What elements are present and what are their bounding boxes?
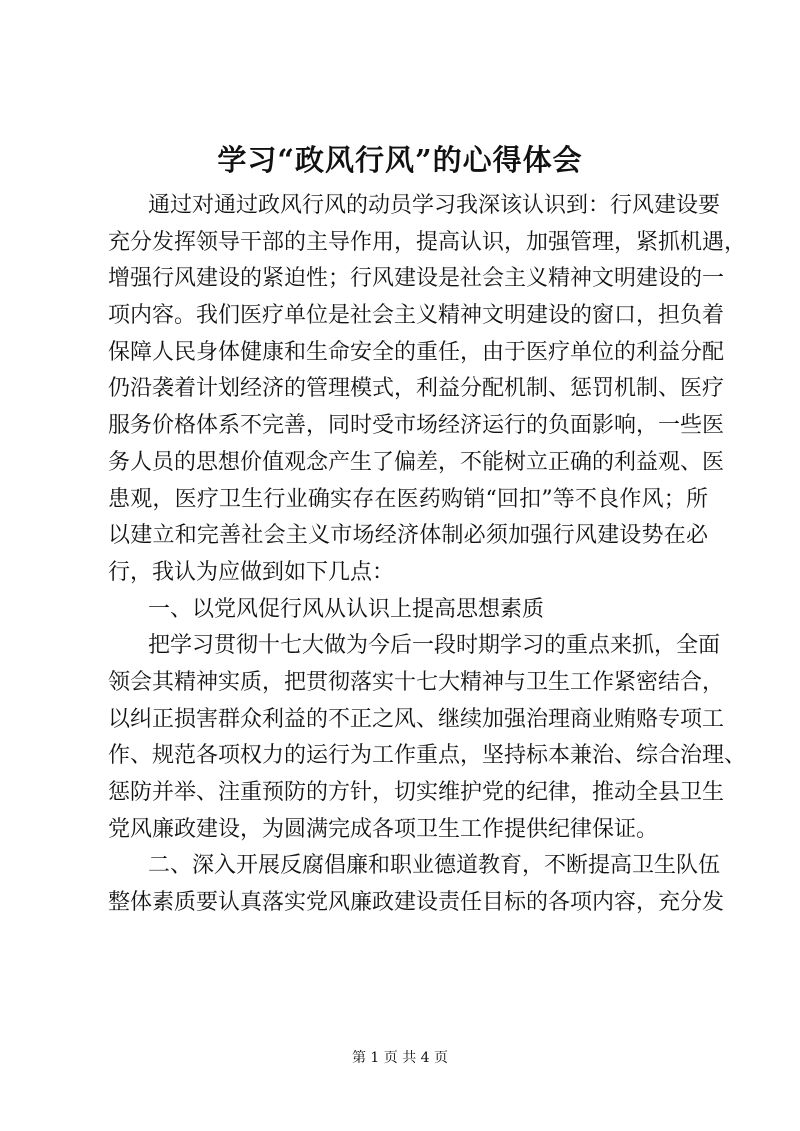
paragraph-3-line: 整体素质要认真落实党风廉政建设责任目标的各项内容，充分发 [108, 890, 725, 916]
document-body [108, 188, 747, 922]
paragraph-2-line: 以纠正损害群众利益的不正之风、继续加强治理商业贿赂专项工 [108, 706, 725, 732]
paragraph-1-line: 以建立和完善社会主义市场经济体制必须加强行风建设势在必 [108, 523, 708, 549]
paragraph-2-line: 作、规范各项权力的运行为工作重点，坚持标本兼治、综合治理、 [108, 743, 747, 769]
page-number-footer: 第 1 页 共 4 页 [351, 1050, 449, 1066]
paragraph-1-line: 项内容。我们医疗单位是社会主义精神文明建设的窗口，担负着 [108, 303, 725, 329]
paragraph-2-line: 把学习贯彻十七大做为今后一段时期学习的重点来抓，全面 [148, 633, 721, 659]
paragraph-1-line: 行，我认为应做到如下几点： [108, 559, 395, 585]
paragraph-1-line: 通过对通过政风行风的动员学习我深该认识到：行风建设要 [148, 193, 721, 218]
paragraph-2-line: 惩防并举、注重预防的方针，切实维护党的纪律，推动全县卫生 [108, 780, 725, 805]
section-heading-1: 一、以党风促行风从认识上提高思想素质 [148, 596, 545, 622]
paragraph-1-line: 仍沿袭着计划经济的管理模式，利益分配机制、惩罚机制、医疗 [108, 376, 725, 402]
paragraph-1-line: 保障人民身体健康和生命安全的重任，由于医疗单位的利益分配 [108, 339, 725, 365]
document-title: 学习“政风行风”的心得体会 [217, 143, 583, 177]
section-heading-2: 二、深入开展反腐倡廉和职业德道教育，不断提高卫生队伍 [148, 853, 721, 879]
paragraph-2-line: 领会其精神实质，把贯彻落实十七大精神与卫生工作紧密结合， [108, 669, 725, 695]
paragraph-1-line: 患观，医疗卫生行业确实存在医药购销“回扣”等不良作风；所 [108, 486, 708, 512]
paragraph-1-line: 服务价格体系不完善，同时受市场经济运行的负面影响，一些医 [108, 413, 725, 439]
paragraph-1-line: 务人员的思想价值观念产生了偏差，不能树立正确的利益观、医 [108, 449, 725, 475]
paragraph-1-line: 增强行风建设的紧迫性；行风建设是社会主义精神文明建设的一 [108, 266, 725, 292]
paragraph-1-line: 充分发挥领导干部的主导作用，提高认识，加强管理，紧抓机遇， [108, 229, 747, 255]
paragraph-2-line: 党风廉政建设，为圆满完成各项卫生工作提供纪律保证。 [108, 816, 659, 842]
